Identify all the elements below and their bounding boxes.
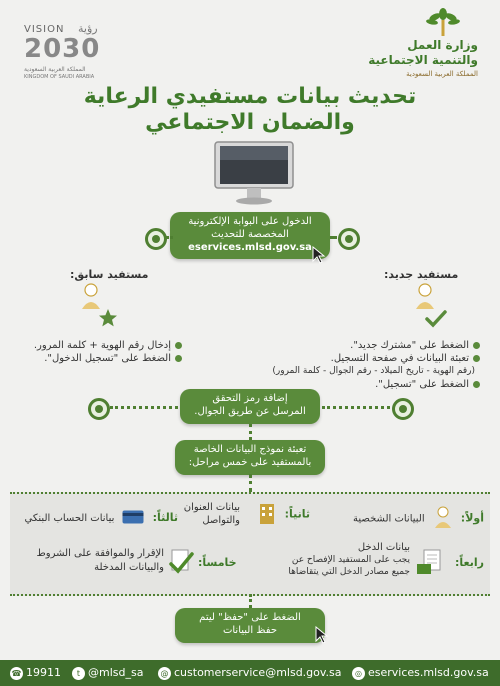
stage-fourth-text1: بيانات الدخل	[357, 542, 410, 553]
vision-ar-script: رؤية	[78, 22, 98, 35]
vision-word: VISION	[24, 24, 65, 35]
cursor-icon	[315, 626, 329, 644]
ministry-name-line3: المملكة العربية السعودية	[406, 70, 478, 78]
vision-year: 2030	[24, 34, 101, 64]
bullet-icon	[473, 342, 480, 349]
stage-third-text: بيانات الحساب البنكي	[24, 513, 115, 524]
connector-dots-left	[166, 236, 170, 239]
connector-dots-right	[330, 236, 336, 239]
stage-fifth-text2: والبيانات المدخلة	[94, 562, 164, 573]
stage-first	[344, 506, 484, 530]
palm-emblem-icon	[424, 8, 462, 38]
building-icon	[258, 502, 276, 524]
bullet-icon	[175, 342, 182, 349]
new-user-step1: الضغط على "مشترك جديد".	[290, 340, 480, 351]
new-user-step3: الضغط على "تسجيل".	[290, 379, 480, 390]
connector-vertical-1	[249, 424, 252, 440]
step-login-line1: الدخول على البوابة الإلكترونية	[188, 216, 312, 227]
connector-node-left	[145, 228, 167, 250]
ministry-logo	[342, 8, 482, 78]
new-user-label: مستفيد جديد:	[384, 268, 459, 281]
vision-en-text: KINGDOM OF SAUDI ARABIA	[24, 74, 95, 80]
star-icon	[98, 308, 118, 328]
step-verification-code	[180, 389, 320, 424]
connector-node-right	[338, 228, 360, 250]
connector-dots-right-2	[322, 406, 390, 409]
connector-vertical-3	[249, 594, 252, 608]
stage-fifth	[18, 542, 253, 586]
step-fill-form	[175, 440, 325, 475]
stage-third	[18, 506, 178, 530]
stage-fourth-text3: جميع مصادر الدخل التي يتقاضاها	[288, 567, 410, 577]
cursor-icon	[312, 246, 326, 264]
step-save-line2: حفظ البيانات	[222, 625, 278, 636]
stage-second	[183, 502, 310, 532]
stages-panel	[10, 492, 490, 596]
stage-fourth	[254, 542, 484, 586]
bank-card-icon	[122, 510, 144, 524]
approval-check-icon	[168, 548, 194, 576]
step-login-line2: المخصصة للتحديث	[211, 229, 289, 240]
stage-third-label: ثالثاً:	[152, 511, 178, 524]
step-fill-form-line2: بالمستفيد على خمس مراحل:	[188, 457, 312, 468]
stage-first-text: البيانات الشخصية	[353, 513, 425, 525]
footer-email[interactable]: @ customerservice@mlsd.gov.sa	[158, 666, 342, 680]
connector-node-right-2	[392, 398, 414, 420]
page-title-line1: تحديث بيانات مستفيدي الرعاية	[83, 84, 417, 109]
stage-fifth-text1: الإقرار والموافقة على الشروط	[36, 548, 164, 559]
step-save-line1: الضغط على "حفظ" ليتم	[199, 612, 301, 623]
portal-url: eservices.mlsd.gov.sa	[188, 242, 312, 253]
connector-node-left-2	[88, 398, 110, 420]
old-user-step2: الضغط على "تسجيل الدخول".	[22, 353, 182, 364]
bullet-icon	[175, 355, 182, 362]
step-verification-line2: المرسل عن طريق الجوال.	[194, 406, 306, 417]
bullet-icon	[473, 355, 480, 362]
checkmark-icon	[425, 310, 447, 328]
new-user-step2-detail: (رقم الهوية - تاريخ الميلاد - رقم الجوال - كلمة المرور)	[272, 366, 475, 376]
old-user-person-icon	[80, 283, 102, 309]
email-icon: @	[158, 667, 171, 680]
stage-fourth-label: رابعاً:	[455, 556, 484, 569]
twitter-icon: t	[72, 667, 85, 680]
connector-dots-left-2	[110, 406, 178, 409]
stage-second-text1: بيانات العنوان	[183, 502, 240, 513]
footer-twitter[interactable]: t @mlsd_sa	[72, 666, 143, 680]
stage-first-label: أولاً:	[460, 511, 484, 525]
old-user-label: مستفيد سابق:	[70, 268, 149, 281]
footer-phone[interactable]: ☎ 19911	[11, 666, 61, 679]
step-fill-form-line1: تعبئة نموذج البيانات الخاصة	[193, 444, 307, 455]
new-user-person-icon	[414, 283, 436, 309]
person-id-icon	[434, 506, 452, 528]
stage-fourth-text2: يجب على المستفيد الإفصاح عن	[291, 555, 410, 565]
stage-fifth-label: خامساً:	[198, 556, 237, 569]
page-title-line2: والضمان الاجتماعي	[145, 110, 355, 135]
ministry-name-line1: وزارة العمل	[407, 38, 478, 52]
step-login-portal	[170, 212, 330, 259]
vision-2030-logo	[22, 22, 132, 80]
globe-icon: ◎	[352, 667, 365, 680]
step-save	[175, 608, 325, 643]
new-user-step2: تعبئة البيانات في صفحة التسجيل.	[290, 353, 480, 364]
money-documents-icon	[416, 548, 442, 576]
stage-second-text2: والتواصل	[202, 515, 240, 526]
footer-website[interactable]: ◎ eservices.mlsd.gov.sa	[352, 666, 489, 680]
connector-vertical-2	[249, 474, 252, 492]
step-verification-line1: إضافة رمز التحقق	[212, 393, 288, 404]
ministry-name-line2: والتنمية الاجتماعية	[368, 53, 478, 67]
computer-monitor-icon	[213, 140, 295, 206]
stage-second-label: ثانياً:	[284, 507, 310, 521]
old-user-step1: إدخال رقم الهوية + كلمة المرور.	[22, 340, 182, 351]
phone-icon: ☎	[11, 668, 22, 678]
vision-ar-text: المملكة العربية السعودية	[24, 66, 86, 73]
bullet-icon	[473, 381, 480, 388]
footer-bar	[0, 660, 500, 686]
